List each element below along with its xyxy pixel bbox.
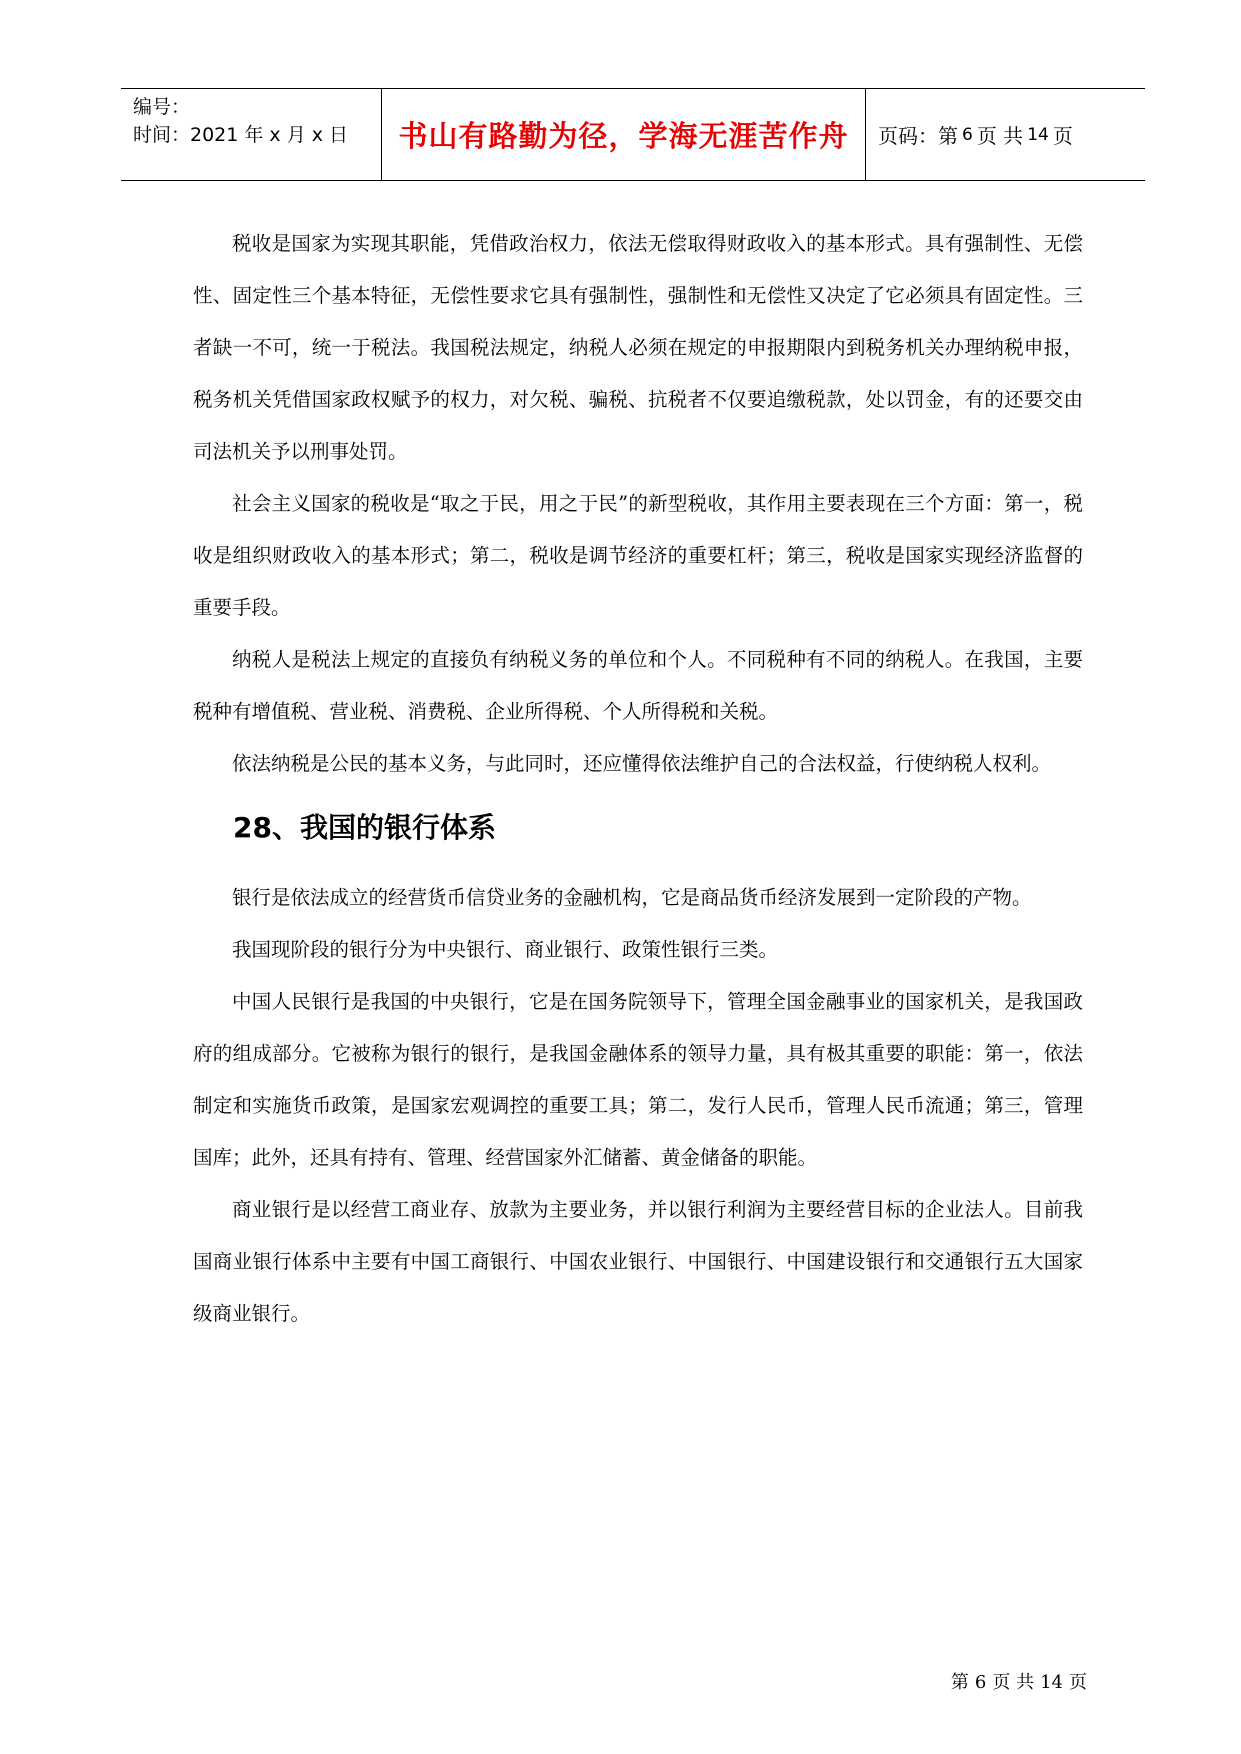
footer-suffix: 页	[1069, 1672, 1087, 1693]
page-header	[121, 88, 1145, 181]
header-page-indicator	[866, 89, 1145, 180]
header-motto-cell	[381, 89, 866, 180]
footer-mid: 页 共	[992, 1672, 1035, 1693]
document-number-label: 编号：	[133, 96, 191, 118]
body-paragraph: 中国人民银行是我国的中央银行，它是在国务院领导下，管理全国金融事业的国家机关，是我国政府的组成部分。它被称为银行的银行，是我国金融体系的领导力量，具有极其重要的职能：第一，依法制定和实施货币政策，是国家宏观调控的重要工具；第二，发行人民币，管理人民币流通；第三，管理国库；此外，还具有持有、管理、经营国家外汇储蓄、黄金储备的职能。	[193, 990, 1083, 1169]
footer-prefix: 第	[950, 1672, 969, 1693]
header-page-suffix: 页	[1052, 124, 1073, 148]
header-page-total: 14	[1027, 124, 1049, 145]
body-paragraph: 我国现阶段的银行分为中央银行、商业银行、政策性银行三类。	[232, 938, 779, 961]
header-page-current: 6	[962, 124, 973, 145]
body-paragraph: 银行是依法成立的经营货币信贷业务的金融机构，它是商品货币经济发展到一定阶段的产物。	[232, 886, 1032, 909]
header-meta	[121, 89, 381, 180]
body-paragraph: 社会主义国家的税收是“取之于民，用之于民”的新型税收，其作用主要表现在三个方面：第一，税收是组织财政收入的基本形式；第二，税收是调节经济的重要杠杆；第三，税收是国家实现经济监督的重要手段。	[193, 492, 1083, 619]
body-paragraph: 纳税人是税法上规定的直接负有纳税义务的单位和个人。不同税种有不同的纳税人。在我国，主要税种有增值税、营业税、消费税、企业所得税、个人所得税和关税。	[193, 648, 1083, 723]
body-paragraph: 商业银行是以经营工商业存、放款为主要业务，并以银行利润为主要经营目标的企业法人。目前我国商业银行体系中主要有中国工商银行、中国农业银行、中国银行、中国建设银行和交通银行五大国家级商业银行。	[193, 1198, 1083, 1325]
document-time-label: 时间：2021 年 x 月 x 日	[133, 124, 349, 146]
section-heading: 28、我国的银行体系	[233, 811, 496, 844]
header-page-mid: 页 共	[976, 124, 1024, 148]
page-footer	[920, 1668, 1090, 1694]
body-paragraph: 依法纳税是公民的基本义务，与此同时，还应懂得依法维护自己的合法权益，行使纳税人权利。	[232, 752, 1052, 775]
footer-page-current: 6	[974, 1672, 987, 1693]
footer-page-total: 14	[1040, 1672, 1063, 1693]
document-body	[193, 218, 1083, 1340]
body-paragraph: 税收是国家为实现其职能，凭借政治权力，依法无偿取得财政收入的基本形式。具有强制性、无偿性、固定性三个基本特征，无偿性要求它具有强制性，强制性和无偿性又决定了它必须具有固定性。三者缺一不可，统一于税法。我国税法规定，纳税人必须在规定的申报期限内到税务机关办理纳税申报，税务机关凭借国家政权赋予的权力，对欠税、骗税、抗税者不仅要追缴税款，处以罚金，有的还要交由司法机关予以刑事处罚。	[193, 232, 1083, 463]
header-motto: 书山有路勤为径，学海无涯苦作舟	[398, 119, 849, 153]
header-page-prefix: 页码：第	[878, 124, 958, 148]
